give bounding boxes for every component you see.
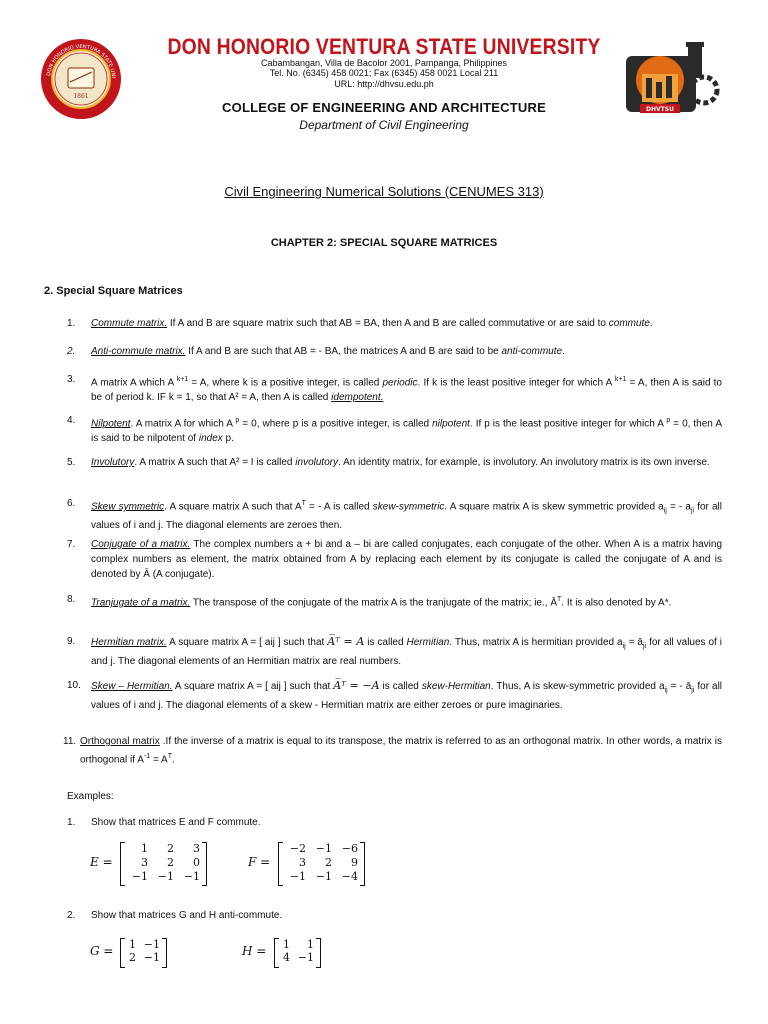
department-name: Department of Civil Engineering xyxy=(299,118,469,132)
right-bracket xyxy=(202,842,207,886)
skew-hermitian-equation: A̅ᵀ = −A xyxy=(333,679,380,692)
matrix-label: E = xyxy=(90,855,113,869)
college-name: COLLEGE OF ENGINEERING AND ARCHITECTURE xyxy=(222,100,546,115)
left-bracket xyxy=(120,842,125,886)
matrix-g xyxy=(90,936,190,968)
matrix-label: G = xyxy=(90,944,114,958)
item-number: 10. xyxy=(67,680,81,691)
matrix-grid: −2 −1 −6 3 2 9 −1 −1 −4 xyxy=(289,842,358,883)
item-number: 9. xyxy=(67,636,76,647)
right-bracket xyxy=(360,842,365,886)
left-bracket xyxy=(278,842,283,886)
item-number: 4. xyxy=(67,415,76,426)
hermitian-equation: A̅ᵀ = A xyxy=(327,635,365,648)
matrix-h xyxy=(242,936,342,968)
matrix-e xyxy=(90,840,220,888)
contact-line: Tel. No. (6345) 458 0021; Fax (6345) 458 0021 Local 211 xyxy=(269,68,499,78)
item-text: Commute matrix. If A and B are square matrix such that AB = BA, then A and B are called commutative or are said to commute. xyxy=(91,318,653,329)
item-number: 8. xyxy=(67,594,76,605)
matrix-grid: 1 −1 2 −1 xyxy=(129,938,160,964)
item-text: Anti-commute matrix. If A and B are such that AB = - BA, the matrices A and B are said to be anti-commute. xyxy=(91,346,565,357)
svg-text:DHVTSU: DHVTSU xyxy=(646,106,674,113)
examples-heading: Examples: xyxy=(67,791,114,802)
item-number: 3. xyxy=(67,374,76,385)
item-text: Tranjugate of a matrix. The transpose of the conjugate of the matrix A is the tranjugate of the matrix; ie., $Ā^T$. It is also denoted by A*. xyxy=(91,596,672,609)
item-number: 2. xyxy=(67,346,76,357)
matrix-label: H = xyxy=(242,944,267,958)
item-text: A matrix A which A $^{k+1}$ = A, where k is a positive integer, is called periodic. If k is the least positive integer for which A $^{k+1}$ = A, then A is said to be of period k. IF k = 1, so that A² = A, then A is called idempotent. xyxy=(91,376,722,404)
item-text: Orthogonal matrix .If the inverse of a matrix is equal to its transpose, the matrix is referred to as an orthogonal matrix. In other words, a matrix is orthogonal if $A^{-1} = A^T$. xyxy=(80,736,722,766)
item-number: 11. xyxy=(63,736,77,747)
matrix-f xyxy=(248,840,388,888)
example-text: Show that matrices G and H anti-commute. xyxy=(91,910,283,921)
item-text: Conjugate of a matrix. The complex numbers a + bi and a – bi are called conjugates, each conjugate of the other. When A is a matrix having complex numbers as element, the matrix obtained from A by replacing each element by its conjugate is called the conjugate of A and is denoted by Ā (A conjugate). xyxy=(91,539,722,580)
item-number: 1. xyxy=(67,318,76,329)
university-name: DON HONORIO VENTURA STATE UNIVERSITY xyxy=(167,34,601,59)
right-bracket xyxy=(316,938,321,968)
right-bracket xyxy=(162,938,167,968)
item-text: Nilpotent. A matrix A for which A $^p$ = 0, where p is a positive integer, is called nilpotent. If p is the least positive integer for which A $^p$ = 0, then A is said to be nilpotent of index p. xyxy=(91,417,722,445)
example-number: 1. xyxy=(67,817,76,828)
example-text: Show that matrices E and F commute. xyxy=(91,817,261,828)
item-text: Skew – Hermitian. A square matrix A = [ aij ] such that A̅ᵀ = −A is called skew-Hermitian. Thus, A is skew-symmetric provided $a_{ij}$ = - $ā_{ji}$ for all values of i and j. The diagonal elements of a skew - Hermitian matrix are either zeroes or pure imaginaries. xyxy=(91,679,723,711)
item-number: 5. xyxy=(67,457,76,468)
item-text: Involutory. A matrix A such that A² = I is called involutory. An identity matrix, for example, is involutory. An involutory matrix is its own inverse. xyxy=(91,457,710,468)
address-line: Cabambangan, Villa de Bacolor 2001, Pampanga, Philippines xyxy=(260,58,507,68)
matrix-grid: 1 1 4 −1 xyxy=(283,938,314,964)
example-number: 2. xyxy=(67,910,76,921)
svg-text:DON HONORIO VENTURA STATE UNIV: DON HONORIO VENTURA STATE UNI xyxy=(46,43,116,79)
url-line: URL: http://dhvsu.edu.ph xyxy=(334,79,434,89)
item-text: Hermitian matrix. A square matrix A = [ aij ] such that A̅ᵀ = A is called Hermitian. Thus, matrix A is hermitian provided $a_{ij}$ = $ā_{ji}$ for all values of i and j. The diagonal elements of an Hermitian matrix are real numbers. xyxy=(91,635,722,667)
section-title: 2. Special Square Matrices xyxy=(44,285,183,297)
item-number: 6. xyxy=(67,498,76,509)
matrix-grid: 1 2 3 3 2 0 −1 −1 −1 xyxy=(131,842,200,883)
item-number: 7. xyxy=(67,539,76,550)
course-title: Civil Engineering Numerical Solutions (CENUMES 313) xyxy=(224,184,544,199)
matrix-label: F = xyxy=(248,855,271,869)
item-text: Skew symmetric. A square matrix A such that $A^T$ = - A is called skew-symmetric. A square matrix A is skew symmetric provided $a_{ij}$ = - $a_{ji}$ for all values of i and j. The diagonal elements are zeroes then. xyxy=(91,500,722,532)
svg-text:1861: 1861 xyxy=(73,93,89,100)
chapter-title: CHAPTER 2: SPECIAL SQUARE MATRICES xyxy=(270,237,498,249)
